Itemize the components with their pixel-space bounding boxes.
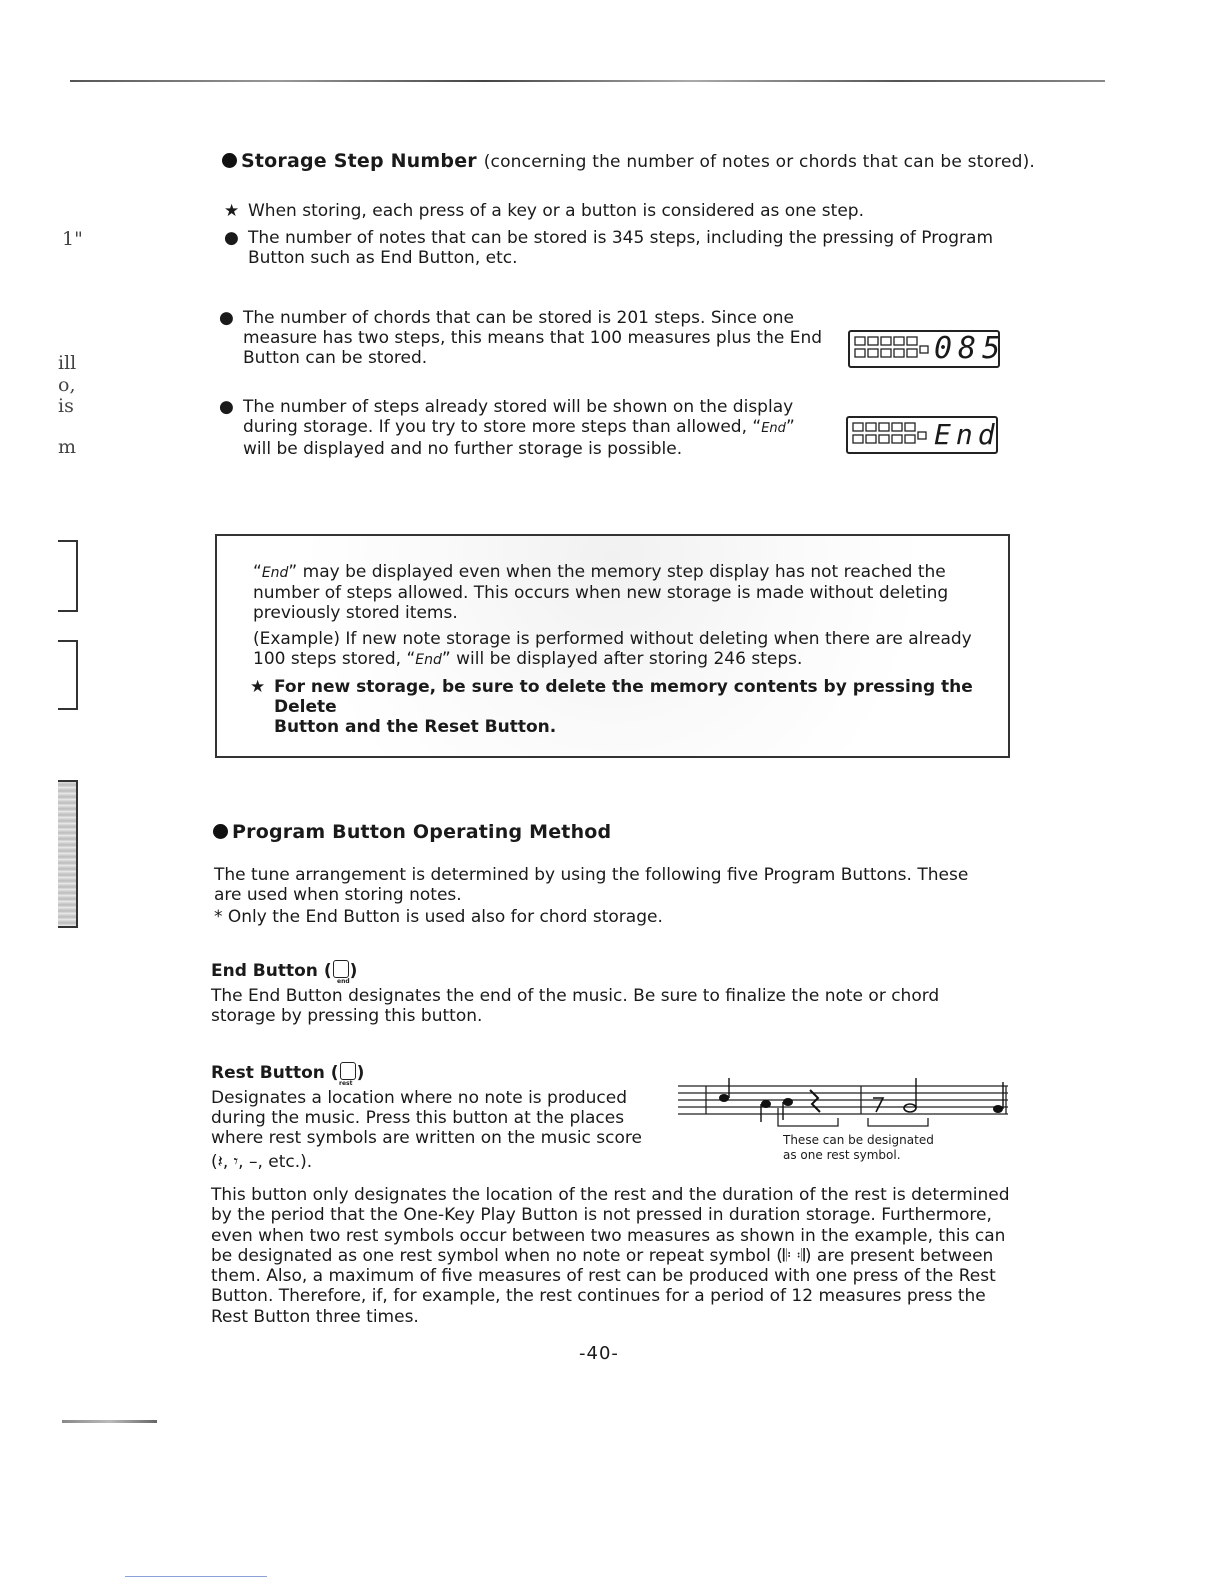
bullet-icon [213,824,228,839]
end-button-icon [333,960,349,978]
lcd-display-steps [848,330,1007,368]
music-staff-example [678,1078,1012,1130]
note-example: (Example) If new note storage is performed without deleting when there are already 100 steps stored, “End” will be displayed after storing 246 steps. [253,629,972,669]
bullet-icon: ● [219,308,234,328]
margin-bracket [58,540,78,612]
end-button-icon-label: end [337,978,350,985]
list-item: ● The number of chords that can be stored is 201 steps. Since one measure has two steps, this means that 100 measures plus the End Button can be stored. [219,308,823,368]
lcd-display-end [846,416,998,454]
program-heading [213,821,611,843]
bullet-icon [222,153,237,168]
end-button-heading: End Button ( ) end [211,961,358,985]
program-title: Program Button Operating Method [232,821,612,843]
note-text: “End” may be displayed even when the memory step display has not reached the number of steps allowed. This occurs when new storage is made without deleting previously stored items. [253,562,949,623]
end-word: End [261,565,289,581]
margin-fragment: 1" [62,228,83,250]
end-word: End [415,652,442,668]
rest-button-icon-label: rest [339,1080,353,1087]
page-number: -40- [579,1343,619,1364]
scan-artifact [125,1576,267,1577]
note-tip: ★ For new storage, be sure to delete the memory contents by pressing the Delete Button and the Reset Button. [250,677,973,737]
lcd-value: End [934,418,1000,451]
bullet-icon: ● [219,397,234,417]
list-item: ● The number of notes that can be stored is 345 steps, including the pressing of Program Button such as End Button, etc. [224,228,994,268]
list-item: ● The number of steps already stored will be shown on the display during storage. If you try to store more steps than allowed, “End” will be displayed and no further storage is possible. [219,397,795,459]
margin-fragment: o, [58,374,76,396]
bullet-icon: ● [224,228,239,248]
margin-fragment: m [58,436,77,458]
storage-heading [222,150,1035,172]
end-word: End [761,421,786,436]
top-rule [70,80,1105,82]
rest-button-paragraph: This button only designates the location of the rest and the duration of the rest is determined by the period that the One-Key Play Button is not pressed in duration storage. Furthermore, even when two rest symbols occur between two measures as shown in the example, this can be designated as one rest symbol when no note or repeat symbol (𝄆 𝄇) are present between them. Also, a maximum of five measures of rest can be produced with one press of the Rest Button. Therefore, if, for example, the rest continues for a period of 12 measures press the Rest Button three times. [211,1185,1010,1327]
margin-bracket [58,640,78,710]
scan-artifact [62,1420,157,1423]
rest-button-body: Designates a location where no note is produced during the music. Press this button at the places where rest symbols are written on the music score (𝄽, 𝄾, –, etc.). [211,1088,642,1172]
end-button-body: The End Button designates the end of the music. Be sure to finalize the note or chord storage by pressing this button. [211,986,940,1026]
star-icon: ★ [224,201,240,221]
staff-caption: These can be designated as one rest symbol. [783,1133,934,1162]
star-icon: ★ [250,677,266,697]
program-intro: The tune arrangement is determined by using the following five Program Buttons. These are used when storing notes. * Only the End Button is used also for chord storage. [214,865,969,927]
rest-button-heading: Rest Button ( ) rest [211,1063,365,1087]
rest-button-icon [340,1062,356,1080]
storage-subtitle: (concerning the number of notes or chords that can be stored). [483,152,1036,172]
storage-title: Storage Step Number [241,150,477,172]
margin-bracket [58,780,78,928]
margin-fragment: is [58,395,74,417]
margin-fragment: ill [58,352,77,374]
lcd-value: 085 [934,331,1007,366]
list-item: ★ When storing, each press of a key or a button is considered as one step. [224,201,864,221]
